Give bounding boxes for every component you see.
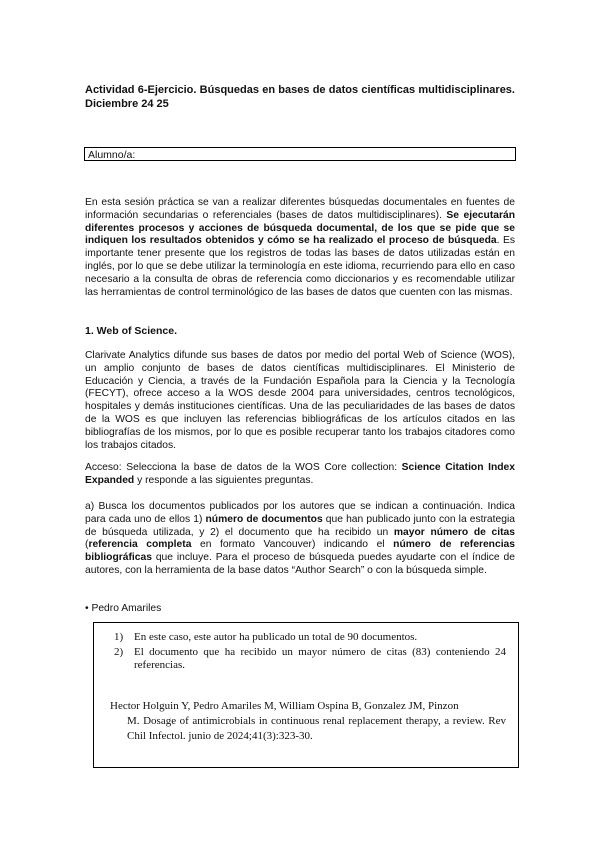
intro-paragraph bbox=[85, 197, 515, 299]
qa-bold-3: referencia completa bbox=[88, 539, 192, 551]
answer-list bbox=[114, 631, 506, 674]
access-suffix: y responde a las siguientes preguntas. bbox=[134, 474, 314, 486]
student-name-field[interactable]: Alumno/a: bbox=[84, 147, 516, 161]
answer-box[interactable] bbox=[93, 622, 519, 768]
citation-line-2: M. Dosage of antimicrobials in continuous renal replacement therapy, a review. Rev Chil Infectol. junio de 2024;41(3):323-30. bbox=[127, 715, 506, 742]
page-title: Actividad 6-Ejercicio. Búsquedas en bases de datos científicas multidisciplinares. Diciembre 24 25 bbox=[85, 84, 515, 110]
answer-item bbox=[114, 646, 506, 673]
intro-text-2: . Es importante tener presente que los registros de todas las bases de datos utilizadas están en inglés, por lo que se debe utilizar la terminología en este idioma, recurriendo para ello en caso necesario a la consulta de obras de referencia como diccionarios y es recomendable utilizar las herramientas de control terminológico de las bases de datos que cuenten con las mismas. bbox=[85, 235, 516, 298]
answer-item-number: 1) bbox=[114, 631, 124, 643]
qa-text-2: que han publicado junto con la estrategia de búsqueda utilizada, y 2) el documento que ha recibido un bbox=[85, 513, 515, 538]
answer-item bbox=[114, 631, 506, 645]
wos-paragraph: Clarivate Analytics difunde sus bases de datos por medio del portal Web of Science (WOS), un amplio conjunto de bases de datos científicas multidisciplinares. El Ministerio de Educación y Ciencia, a través de la Fundación Española para la Ciencia y la Tecnología (FECYT), ofrece acceso a la WOS desde 2004 para universidades, centros tecnológicos, hospitales y demás instituciones científicas. Una de las peculiaridades de las bases de datos de la WOS es que incluyen las referencias bibliográficas de los artículos citados en las bibliografías de los mismos, por lo que es posible recuperar tanto los trabajos citadores como los trabajos citados. bbox=[85, 350, 515, 451]
qa-text-5: que incluye. Para el proceso de búsqueda puedes ayudarte con el índice de autores, con la herramienta de la base datos “Author Search” o con la búsqueda simple. bbox=[85, 552, 515, 576]
vancouver-citation bbox=[110, 699, 506, 744]
qa-text-3: ( bbox=[85, 539, 89, 551]
section-heading: 1. Web of Science. bbox=[85, 325, 178, 337]
qa-bold-4: número de referencias bibliográficas bbox=[85, 539, 516, 564]
access-database: Science Citation Index Expanded bbox=[85, 462, 515, 486]
question-a-paragraph bbox=[85, 501, 515, 578]
answer-item-number: 2) bbox=[114, 645, 124, 658]
author-bullet: • Pedro Amariles bbox=[85, 603, 162, 614]
qa-text-4: en formato Vancouver) indicando el bbox=[191, 539, 394, 551]
answer-item-text: En este caso, este autor ha publicado un total de 90 documentos. bbox=[134, 631, 418, 643]
qa-bold-2: mayor número de citas bbox=[393, 526, 515, 538]
citation-line-1: Hector Holguin Y, Pedro Amariles M, William Ospina B, Gonzalez JM, Pinzon bbox=[110, 700, 459, 712]
access-paragraph bbox=[85, 462, 515, 488]
answer-item-text: El documento que ha recibido un mayor número de citas (83) conteniendo 24 referencias. bbox=[134, 645, 506, 671]
access-prefix: Acceso: Selecciona la base de datos de la WOS Core collection: bbox=[85, 462, 402, 473]
intro-text-bold: Se ejecutarán diferentes procesos y acciones de búsqueda documental, de los que se pide que se indiquen los resultados obtenidos y cómo se ha realizado el proceso de búsqueda bbox=[85, 209, 515, 247]
qa-text-1: a) Busca los documentos publicados por los autores que se indican a continuación. Indica para cada uno de ellos 1) bbox=[85, 501, 515, 525]
qa-bold-1: número de documentos bbox=[205, 513, 323, 525]
intro-text-1: En esta sesión práctica se van a realizar diferentes búsquedas documentales en fuentes de información secundarias o referenciales (bases de datos multidisciplinares). bbox=[85, 197, 515, 221]
